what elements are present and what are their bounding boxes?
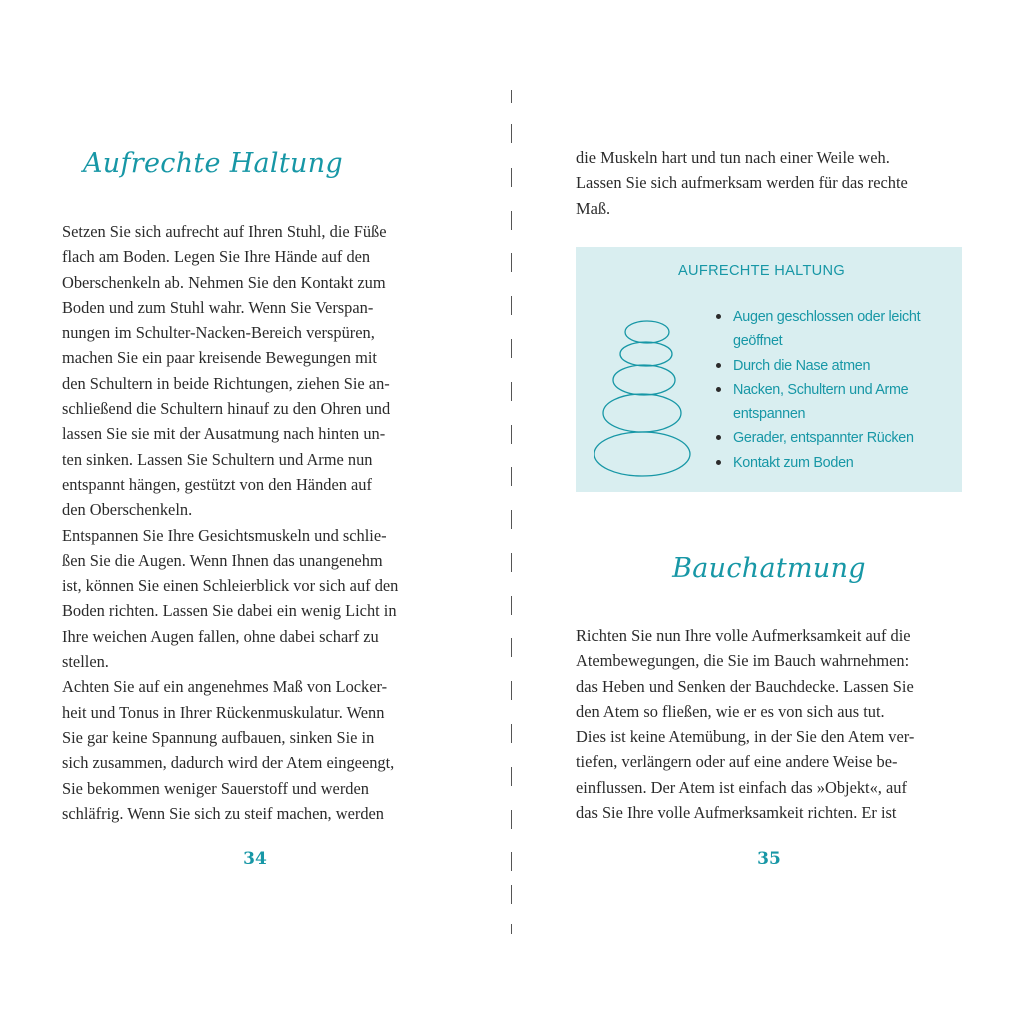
text-line: einflussen. Der Atem ist einfach das »Objekt«, auf bbox=[576, 777, 907, 797]
text-line: den Atem so fließen, wie er es von sich aus tut. bbox=[576, 701, 885, 721]
text-line: Maß. bbox=[576, 198, 611, 218]
list-item: Durch die Nase atmen bbox=[715, 354, 947, 378]
right-page-top-body bbox=[576, 145, 962, 221]
text-line: Entspannen Sie Ihre Gesichtsmuskeln und schlie- bbox=[62, 525, 387, 545]
text-line: schläfrig. Wenn Sie sich zu steif machen, werden bbox=[62, 803, 384, 823]
left-page-body bbox=[62, 219, 448, 826]
text-line: das Heben und Senken der Bauchdecke. Lassen Sie bbox=[576, 676, 914, 696]
gutter-dash bbox=[511, 211, 512, 230]
right-page-body bbox=[576, 623, 962, 825]
gutter-dash bbox=[511, 681, 512, 700]
gutter-dash bbox=[511, 885, 512, 904]
left-page-heading: Aufrechte Haltung bbox=[83, 148, 343, 179]
gutter-dash bbox=[511, 510, 512, 529]
text-line: den Oberschenkeln. bbox=[62, 500, 193, 520]
text-line: das Sie Ihre volle Aufmerksamkeit richten. Er ist bbox=[576, 803, 897, 823]
text-line: sich zusammen, dadurch wird der Atem eingeengt, bbox=[62, 753, 395, 773]
gutter-dash bbox=[511, 638, 512, 657]
text-line: ßen Sie die Augen. Wenn Ihnen das unangenehm bbox=[62, 550, 383, 570]
text-line: Atembewegungen, die Sie im Bauch wahrnehmen: bbox=[576, 651, 910, 671]
page-number-left: 34 bbox=[243, 849, 267, 869]
list-item: Gerader, entspannter Rücken bbox=[715, 426, 947, 450]
gutter-dash bbox=[511, 924, 512, 934]
text-line: ten sinken. Lassen Sie Schultern und Arme nun bbox=[62, 449, 373, 469]
text-line: nungen im Schulter-Nacken-Bereich verspüren, bbox=[62, 323, 375, 343]
gutter-dash bbox=[511, 810, 512, 829]
gutter-dash bbox=[511, 124, 512, 143]
text-line: Sie gar keine Spannung aufbauen, sinken Sie in bbox=[62, 727, 375, 747]
summary-list bbox=[715, 305, 947, 475]
stone-shape bbox=[603, 394, 681, 432]
list-item: Augen geschlossen oder leicht geöffnet bbox=[715, 305, 947, 354]
gutter-dash bbox=[511, 724, 512, 743]
gutter-dash bbox=[511, 253, 512, 272]
text-line: Achten Sie auf ein angenehmes Maß von Locker- bbox=[62, 677, 388, 697]
gutter-dash bbox=[511, 852, 512, 871]
text-line: machen Sie ein paar kreisende Bewegungen mit bbox=[62, 348, 377, 368]
gutter-dash bbox=[511, 425, 512, 444]
right-page-heading: Bauchatmung bbox=[672, 553, 866, 584]
stone-shape bbox=[620, 342, 672, 366]
stone-shape bbox=[613, 365, 675, 395]
list-item: Kontakt zum Boden bbox=[715, 451, 947, 475]
gutter-dash bbox=[511, 382, 512, 401]
stone-shape bbox=[594, 432, 690, 476]
text-line: flach am Boden. Legen Sie Ihre Hände auf den bbox=[62, 247, 371, 267]
text-line: schließend die Schultern hinauf zu den Ohren und bbox=[62, 399, 391, 419]
gutter-dash bbox=[511, 596, 512, 615]
text-line: ist, können Sie einen Schleierblick vor sich auf den bbox=[62, 576, 399, 596]
text-line: entspannt hängen, gestützt von den Händen auf bbox=[62, 474, 372, 494]
text-line: Setzen Sie sich aufrecht auf Ihren Stuhl, die Füße bbox=[62, 222, 387, 241]
text-line: Oberschenkeln ab. Nehmen Sie den Kontakt zum bbox=[62, 272, 386, 292]
text-line: lassen Sie sie mit der Ausatmung nach hinten un- bbox=[62, 424, 386, 444]
list-item: Nacken, Schultern und Arme entspannen bbox=[715, 378, 947, 427]
text-line: Boden und zum Stuhl wahr. Wenn Sie Verspan- bbox=[62, 297, 374, 317]
page-number-right: 35 bbox=[757, 849, 781, 869]
gutter-dash bbox=[511, 767, 512, 786]
text-line: stellen. bbox=[62, 652, 109, 672]
text-line: Dies ist keine Atemübung, in der Sie den Atem ver- bbox=[576, 727, 915, 747]
gutter-dash bbox=[511, 339, 512, 358]
stone-shape bbox=[625, 321, 669, 343]
gutter-dash bbox=[511, 467, 512, 486]
text-line: Ihre weichen Augen fallen, ohne dabei scharf zu bbox=[62, 626, 379, 646]
text-line: tiefen, verlängern oder auf eine andere Weise be- bbox=[576, 752, 898, 772]
gutter-dash bbox=[511, 553, 512, 572]
gutter-dash bbox=[511, 296, 512, 315]
summary-box-title: AUFRECHTE HALTUNG bbox=[678, 263, 845, 279]
summary-box bbox=[576, 247, 962, 492]
gutter-dash bbox=[511, 90, 512, 103]
text-line: Boden richten. Lassen Sie dabei ein wenig Licht in bbox=[62, 601, 397, 621]
text-line: heit und Tonus in Ihrer Rückenmuskulatur. Wenn bbox=[62, 702, 385, 722]
text-line: Richten Sie nun Ihre volle Aufmerksamkeit auf die bbox=[576, 626, 911, 645]
text-line: Lassen Sie sich aufmerksam werden für das rechte bbox=[576, 173, 908, 193]
text-line: den Schultern in beide Richtungen, ziehen Sie an- bbox=[62, 373, 390, 393]
stacked-stones-icon bbox=[594, 317, 694, 477]
text-line: Sie bekommen weniger Sauerstoff und werden bbox=[62, 778, 369, 798]
gutter-dash bbox=[511, 168, 512, 187]
text-line: die Muskeln hart und tun nach einer Weile weh. bbox=[576, 148, 890, 167]
